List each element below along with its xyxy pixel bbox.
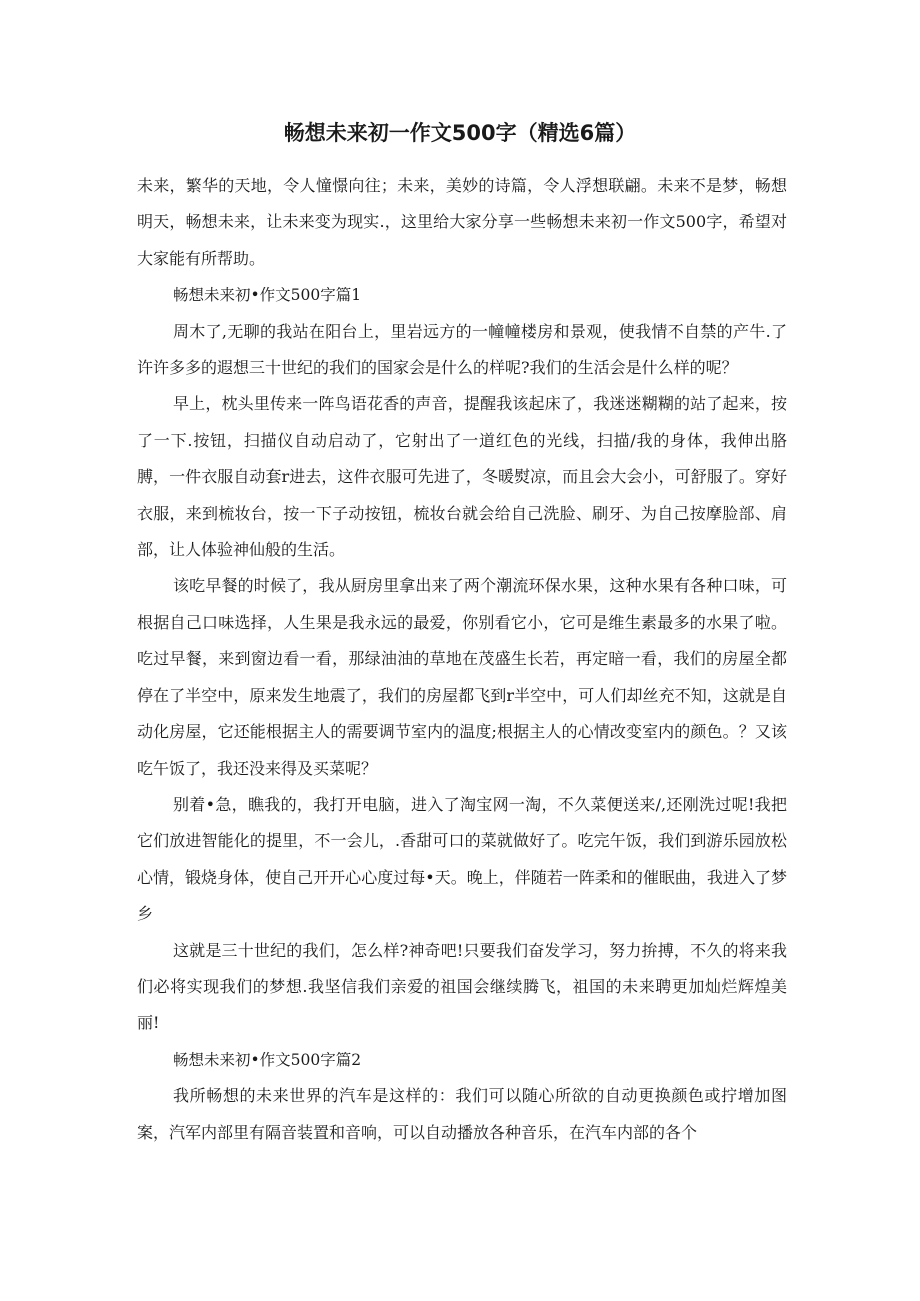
intro-paragraph: 未来，繁华的天地，令人憧憬向往；未来，美妙的诗篇，令人浮想联翩。未来不是梦，畅想明天，畅想未来，让未来变为现实.，这里给大家分享一些畅想未来初一作文500字，希望对大家能有所帮助。 (137, 176, 787, 268)
paragraph: 别着•急，瞧我的，我打开电脑，进入了淘宝网一淘，不久菜便送来/,还刚洗过呢!我把它们放进智能化的提里，不一会儿，.香甜可口的菜就做好了。吃完午饭，我们到游乐园放松心情，锻烧身体，使自己开开心心度过每•天。晚上，伴随若一阵柔和的催眠曲，我进入了梦乡 (137, 794, 787, 924)
paragraph: 我所畅想的未来世界的汽车是这样的：我们可以随心所欲的自动更换颜色或拧增加图案，汽军内部里有隔音装置和音响，可以自动播放各种音乐，在汽车内部的各个 (137, 1086, 787, 1142)
paragraph: 周木了,无聊的我站在阳台上，里岩远方的一幢幢楼房和景观，使我情不自禁的产牛.了许许多多的遐想三十世纪的我们的国家会是什么的样呢?我们的生活会是什么样的呢？ (137, 321, 787, 378)
paragraph: 早上，枕头里传来一阵鸟语花香的声音，提醒我该起床了，我迷迷糊糊的站了起来，按了一下.按钮，扫描仪自动启动了，它射出了一道红色的光线，扫描/我的身体，我伸出胳膊，一件衣服自动套r进去，这件衣服可先进了，冬暖熨凉，而且会大会小，可舒服了。穿好衣服，来到梳妆台，按一下子动按钮，梳妆台就会给自己洗脸、刷牙、为自己按摩脸部、肩部，让人体验神仙般的生活。 (137, 394, 787, 560)
document-title: 畅想未来初一作文500字（精选6篇） (283, 121, 637, 145)
section-heading-2: 畅想未来初•作文500字篇2 (173, 1050, 362, 1069)
paragraph: 该吃早餐的时候了，我从厨房里拿出来了两个潮流环保水果，这种水果有各种口味，可根据自己口味选择，人生果是我永远的最爱，你别看它小，它可是维生素最多的水果了啦。吃过早餐，来到窗边看一看，那绿油油的草地在茂盛生长若，再定暗一看，我们的房屋全都停在了半空中，原来发生地震了，我们的房屋都飞到r半空中，可人们却丝充不知，这就是自动化房屋，它还能根据主人的需要调节室内的温度;根据主人的心情改变室内的颜色。？又该吃午饭了，我还没来得及买菜呢？ (137, 576, 787, 778)
document-body (137, 168, 787, 1151)
paragraph: 这就是三十世纪的我们，怎么样?神奇吧!只要我们奋发学习，努力拚搏，不久的将来我们必将实现我们的梦想.我坚信我们亲爱的祖国会继续腾飞，祖国的未来聘更加灿烂辉煌美丽! (137, 940, 787, 1033)
section-heading-1: 畅想未来初•作文500字篇1 (173, 286, 362, 305)
